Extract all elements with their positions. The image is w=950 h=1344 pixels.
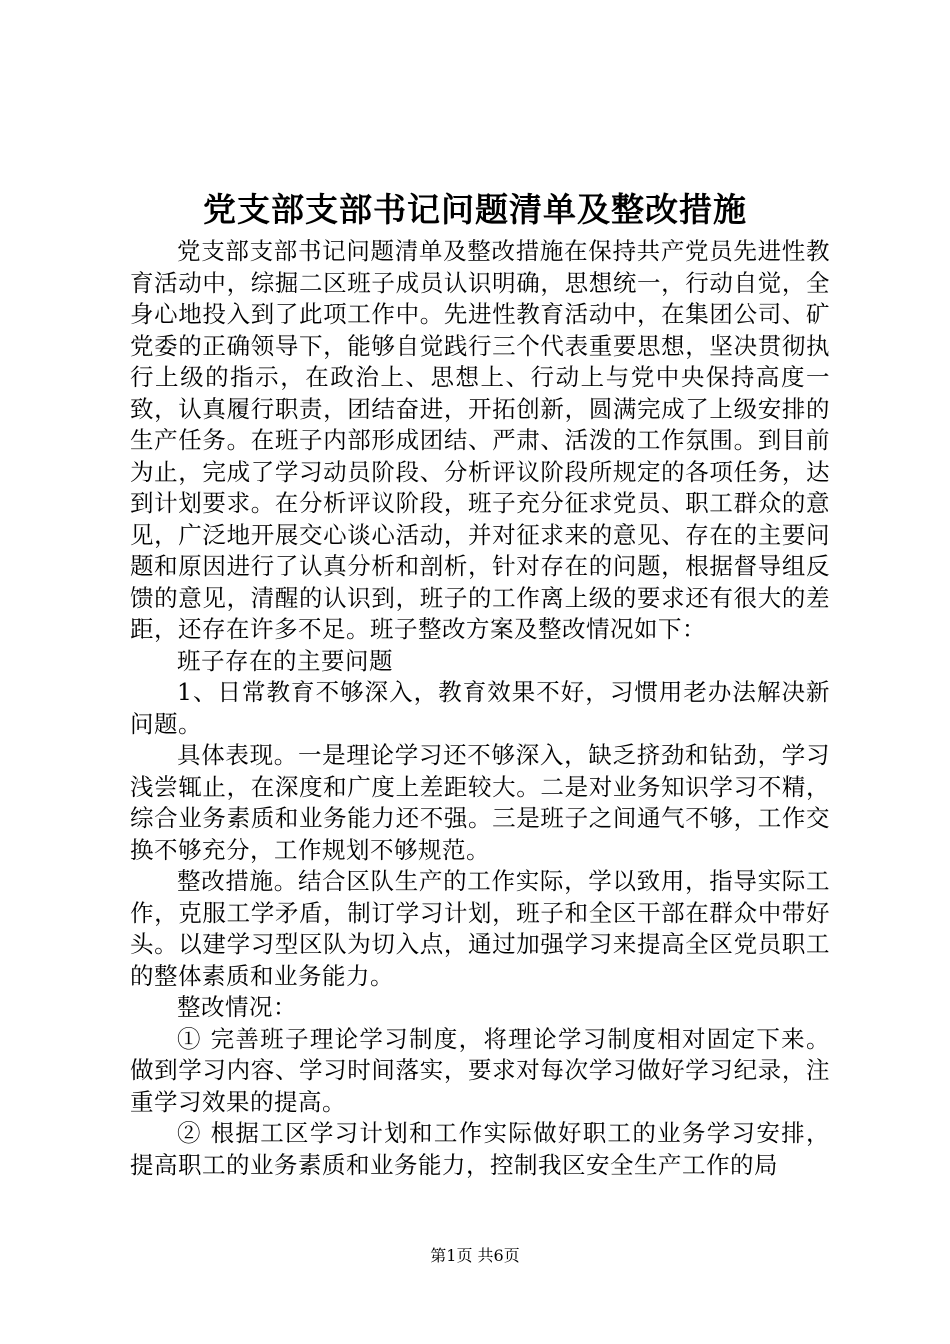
paragraph: 具体表现。一是理论学习还不够深入，缺乏挤劲和钻劲，学习浅尝辄止，在深度和广度上差距较大。二是对业务知识学习不精，综合业务素质和业务能力还不强。三是班子之间通气不够，工作交换不够充分，工作规划不够规范。 <box>130 741 830 864</box>
paragraph: 班子存在的主要问题 <box>177 646 393 675</box>
paragraph: 整改情况： <box>177 993 297 1021</box>
paragraph: ② 根据工区学习计划和工作实际做好职工的业务学习安排，提高职工的业务素质和业务能力，控制我区安全生产工作的局 <box>130 1119 830 1179</box>
document-title: 党支部支部书记问题清单及整改措施 <box>203 190 747 229</box>
page-footer: 第1页 共6页 <box>430 1246 520 1265</box>
paragraph: ① 完善班子理论学习制度，将理论学习制度相对固定下来。做到学习内容、学习时间落实，要求对每次学习做好学习纪录，注重学习效果的提高。 <box>130 1024 830 1116</box>
paragraph: 整改措施。结合区队生产的工作实际，学以致用，指导实际工作，克服工学矛盾，制订学习计划，班子和全区干部在群众中带好头。以建学习型区队为切入点，通过加强学习来提高全区党员职工的整体素质和业务能力。 <box>130 867 830 990</box>
paragraph: 党支部支部书记问题清单及整改措施在保持共产党员先进性教育活动中，综掘二区班子成员认识明确，思想统一，行动自觉，全身心地投入到了此项工作中。先进性教育活动中，在集团公司、矿党委的正确领导下，能够自觉践行三个代表重要思想，坚决贯彻执行上级的指示，在政治上、思想上、行动上与党中央保持高度一致，认真履行职责，团结奋进，开拓创新，圆满完成了上级安排的生产任务。在班子内部形成团结、严肃、活泼的工作氛围。到目前为止，完成了学习动员阶段、分析评议阶段所规定的各项任务，达到计划要求。在分析评议阶段，班子充分征求党员、职工群众的意见，广泛地开展交心谈心活动，并对征求来的意见、存在的主要问题和原因进行了认真分析和剖析，针对存在的问题，根据督导组反馈的意见，清醒的认识到，班子的工作离上级的要求还有很大的差距，还存在许多不足。班子整改方案及整改情况如下： <box>130 237 830 643</box>
paragraph: 1、日常教育不够深入，教育效果不好，习惯用老办法解决新问题。 <box>130 678 830 738</box>
document-body <box>130 236 830 1181</box>
